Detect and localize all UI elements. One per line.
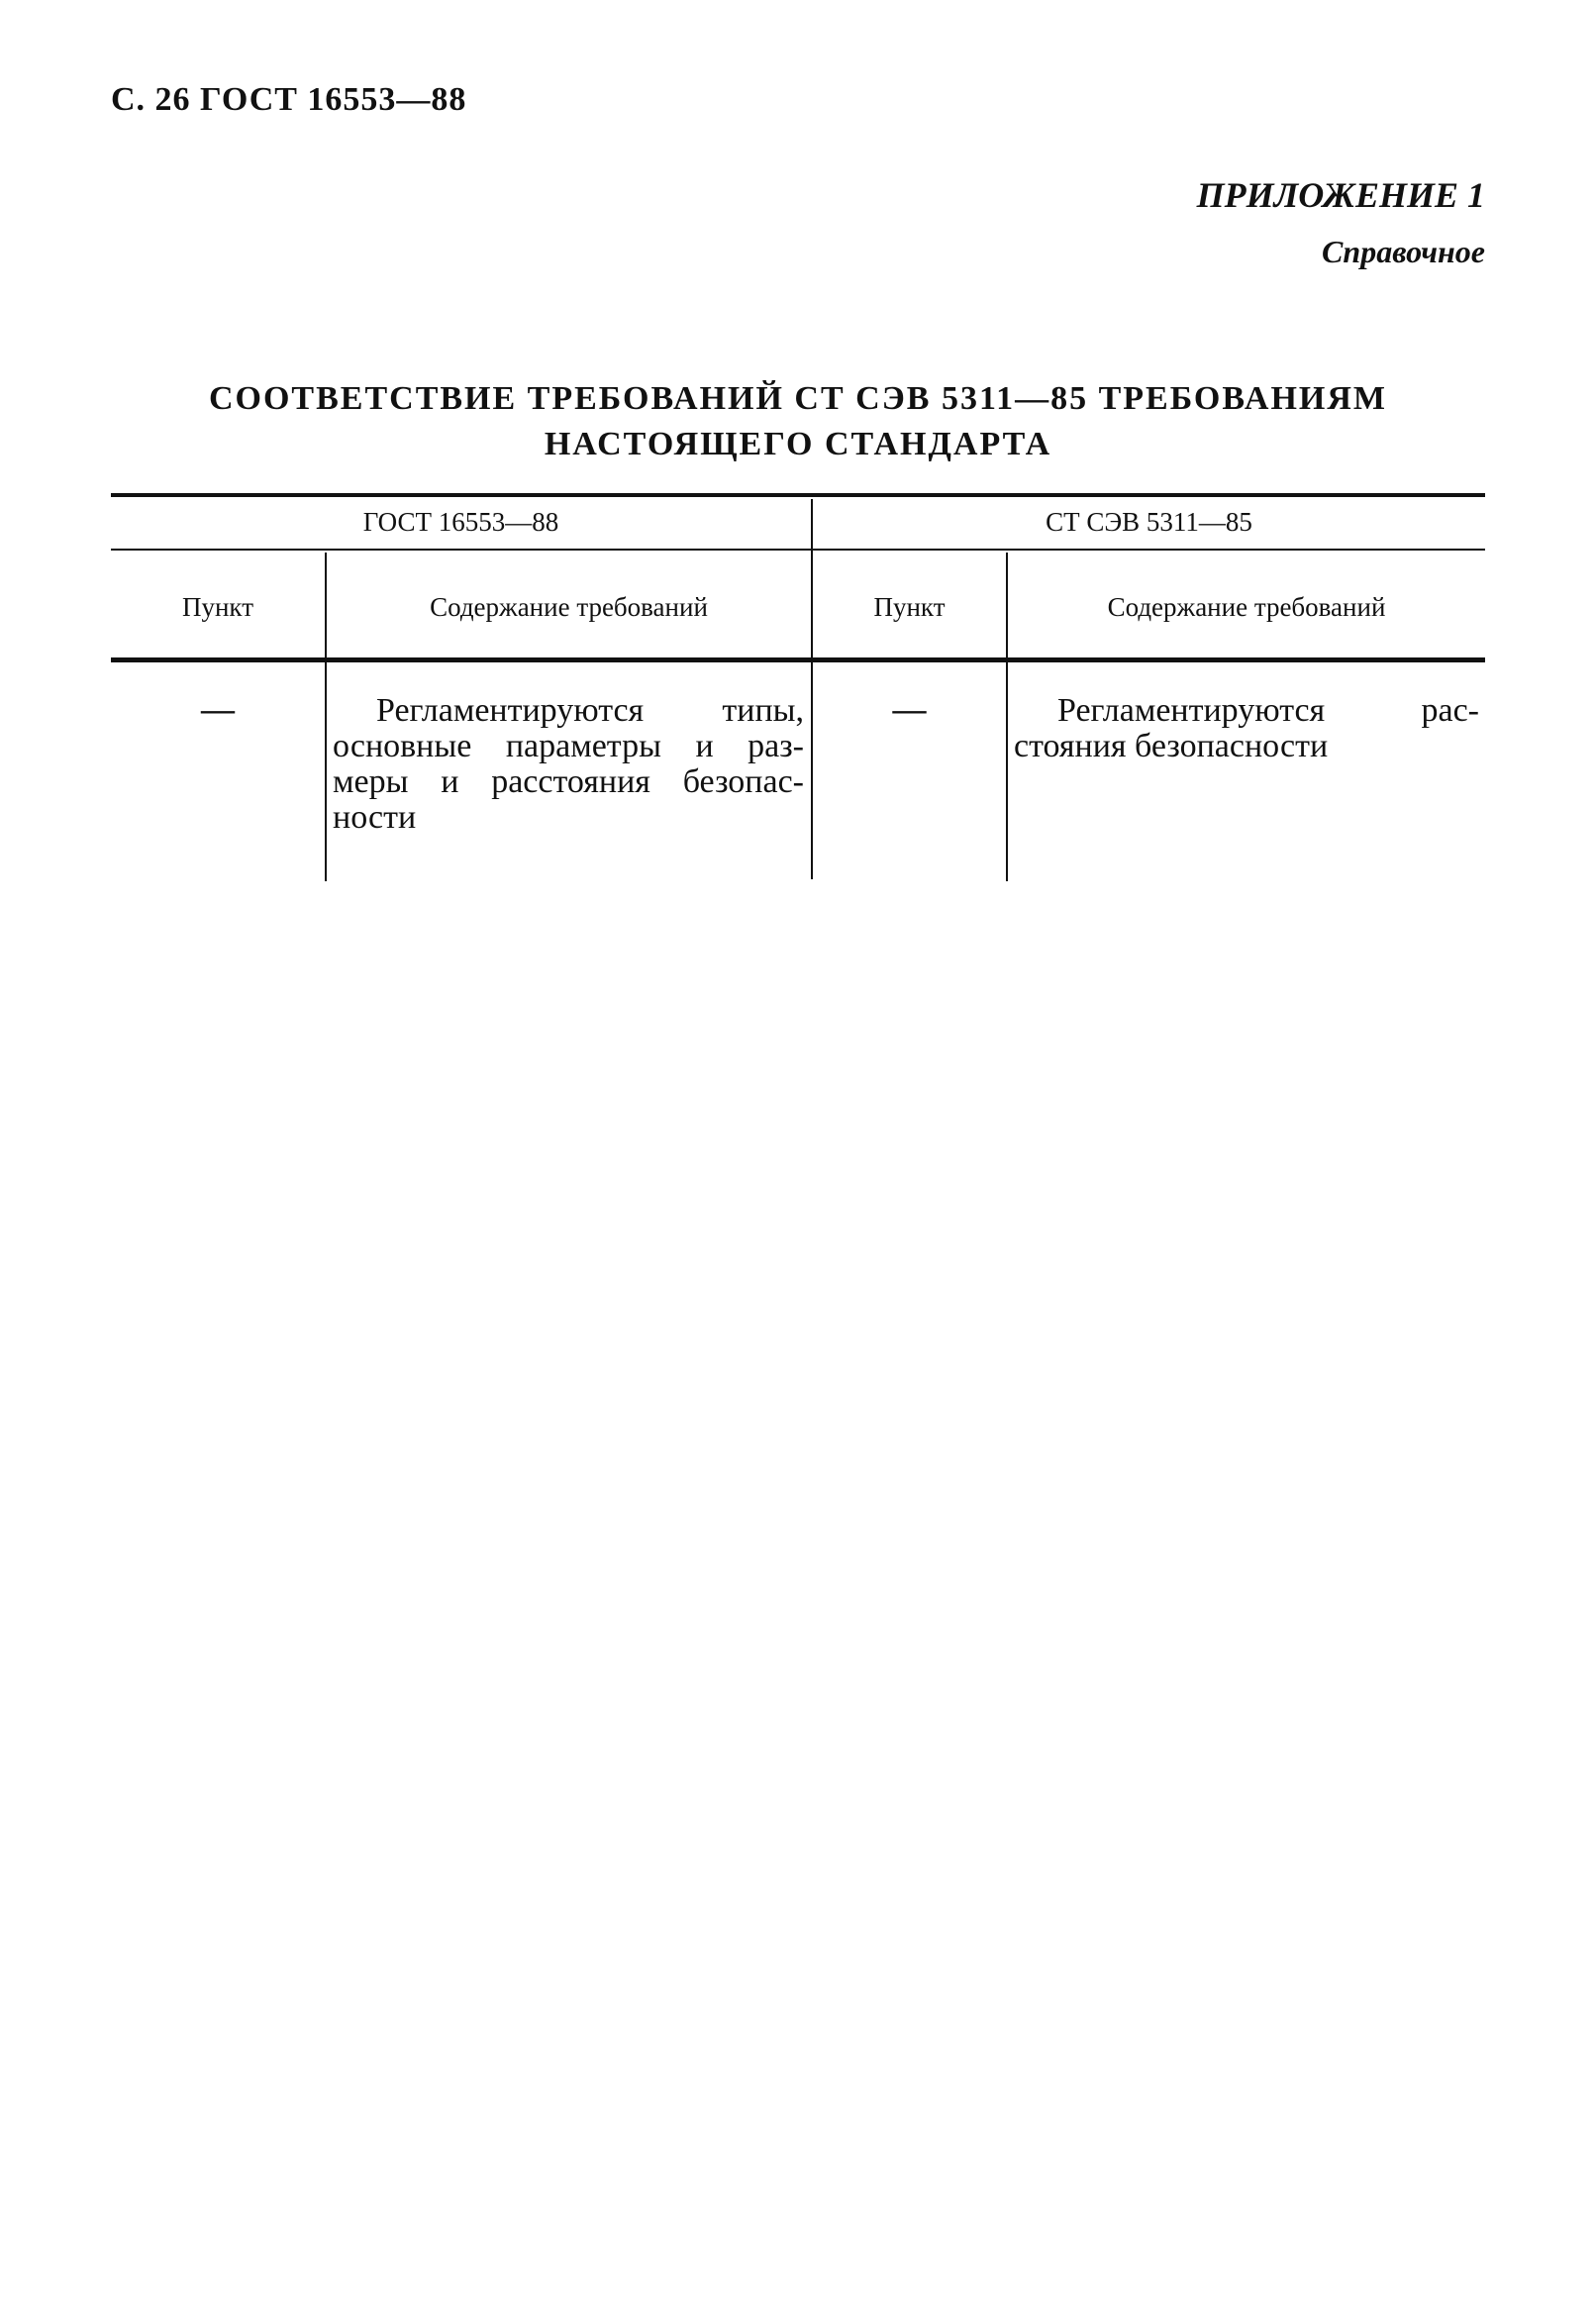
column-header-sev-point: Пункт <box>873 592 946 622</box>
sev-content-line: стояния безопасности <box>1014 728 1329 764</box>
running-header: С. 26 ГОСТ 16553—88 <box>111 81 467 118</box>
column-header-gost-point: Пункт <box>181 592 253 622</box>
cell-gost-content <box>333 693 804 836</box>
document-title-line-1: СООТВЕТСТВИЕ ТРЕБОВАНИЙ СТ СЭВ 5311—85 ТРЕБОВАНИЯМ <box>208 380 1388 417</box>
gost-content-line: Регламентируются типы, <box>376 692 804 729</box>
group-header-gost: ГОСТ 16553—88 <box>362 507 559 537</box>
table-header-rule <box>111 657 1485 662</box>
document-title-line-2: НАСТОЯЩЕГО СТАНДАРТА <box>544 426 1052 462</box>
table-center-divider <box>811 499 813 879</box>
appendix-note: Справочное <box>1322 234 1485 269</box>
table-group-rule <box>111 549 1485 551</box>
sev-content-line: Регламентируются рас- <box>1057 692 1479 729</box>
cell-gost-point: — <box>201 691 235 728</box>
appendix-label: ПРИЛОЖЕНИЕ 1 <box>1196 175 1485 215</box>
correspondence-table <box>111 493 1485 889</box>
gost-content-line: меры и расстояния безопас- <box>333 763 804 800</box>
gost-content-line: ности <box>333 799 417 836</box>
gost-content-line: основные параметры и раз- <box>333 728 804 764</box>
cell-sev-point: — <box>892 691 927 728</box>
table-top-rule <box>111 493 1485 497</box>
cell-sev-content <box>1014 693 1479 764</box>
column-header-sev-content: Содержание требований <box>1107 592 1386 622</box>
column-header-gost-content: Содержание требований <box>430 592 708 622</box>
group-header-sev: СТ СЭВ 5311—85 <box>1046 507 1252 537</box>
